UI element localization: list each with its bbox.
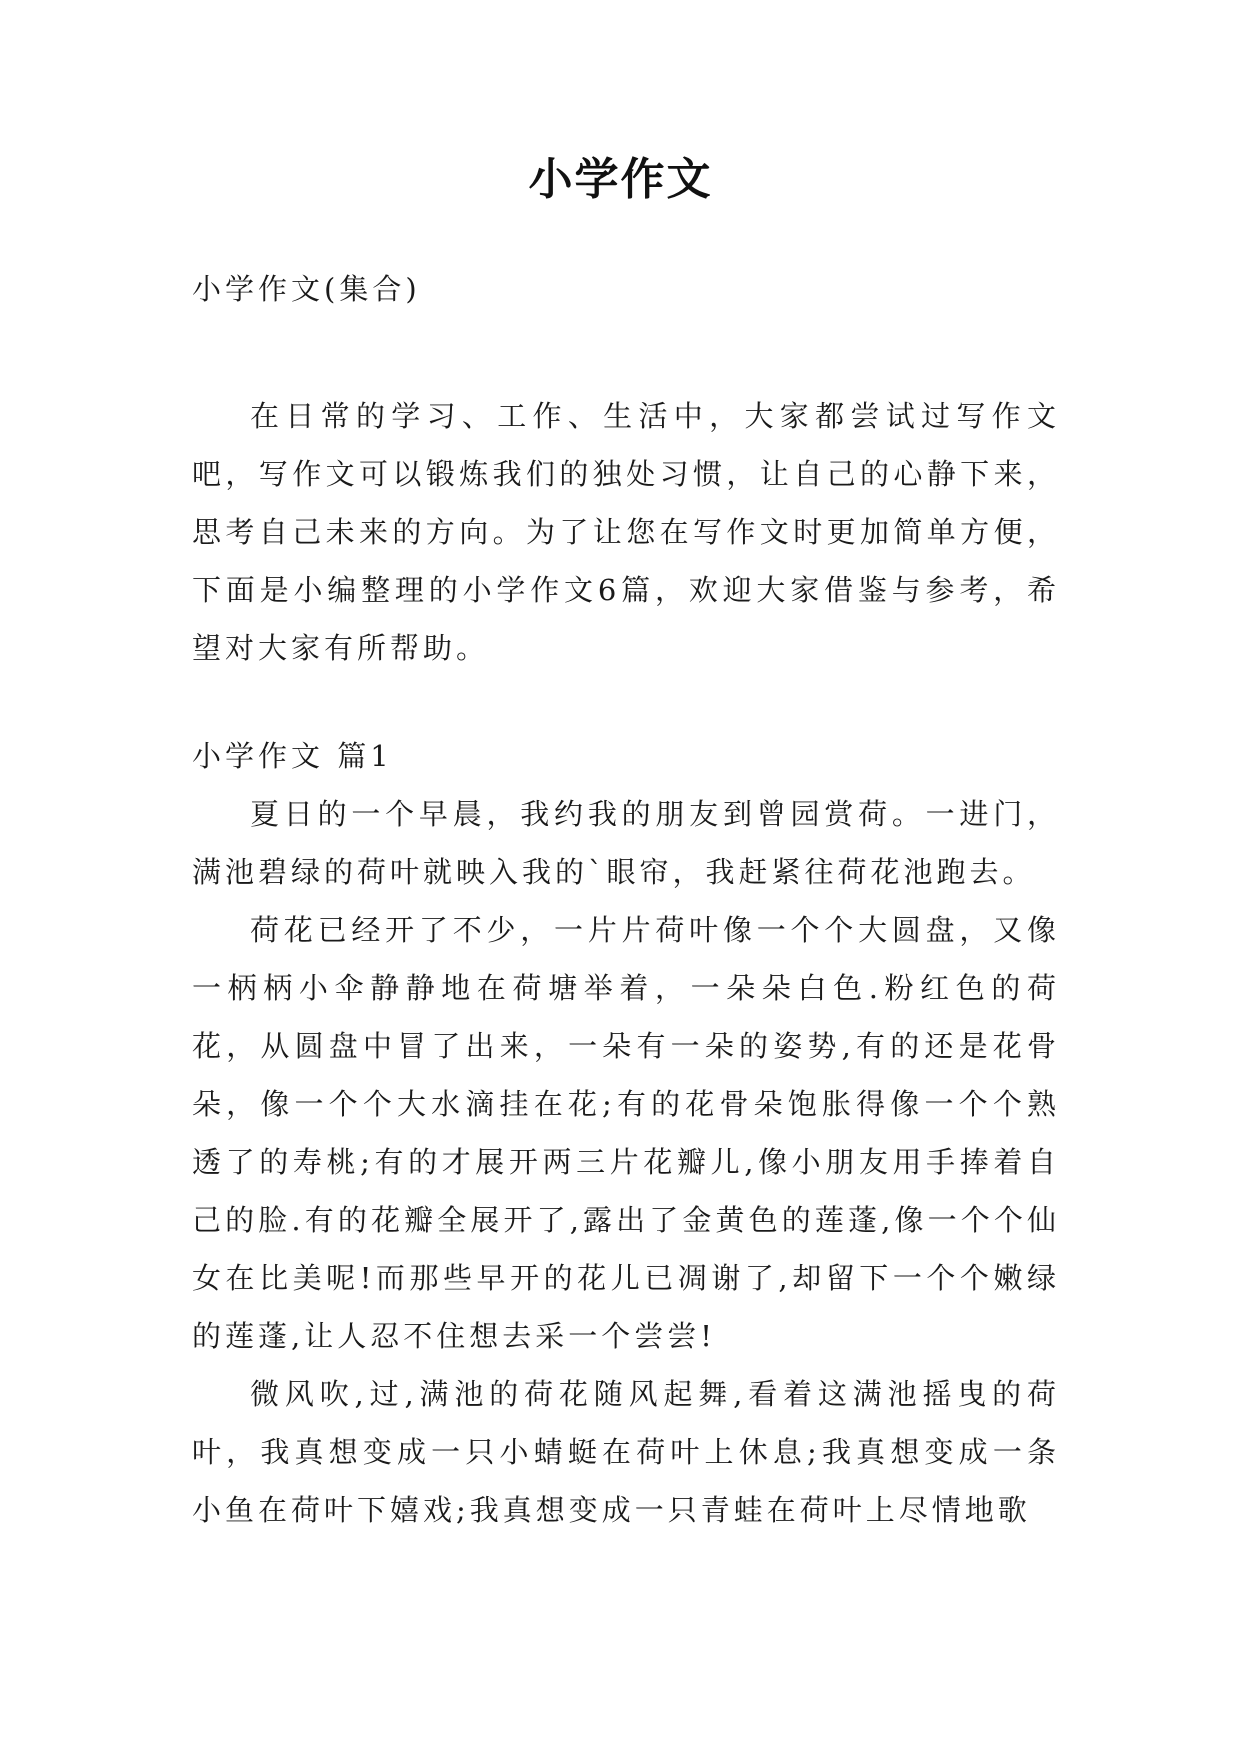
document-title: 小学作文 — [528, 154, 713, 205]
document-body — [192, 260, 1060, 1539]
body-paragraph: 微风吹,过,满池的荷花随风起舞,看着这满池摇曳的荷叶，我真想变成一只小蜻蜓在荷叶上休息;我真想变成一条小鱼在荷叶下嬉戏;我真想变成一只青蛙在荷叶上尽情地歌 — [192, 1377, 1060, 1527]
intro-paragraph: 在日常的学习、工作、生活中，大家都尝试过写作文吧，写作文可以锻炼我们的独处习惯，让自己的心静下来，思考自己未来的方向。为了让您在写作文时更加简单方便，下面是小编整理的小学作文6篇，欢迎大家借鉴与参考，希望对大家有所帮助。 — [192, 399, 1060, 665]
body-paragraph: 夏日的一个早晨，我约我的朋友到曾园赏荷。一进门，满池碧绿的荷叶就映入我的`眼帘，我赶紧往荷花池跑去。 — [192, 797, 1060, 889]
body-paragraph: 荷花已经开了不少，一片片荷叶像一个个大圆盘，又像一柄柄小伞静静地在荷塘举着，一朵朵白色.粉红色的荷花，从圆盘中冒了出来，一朵有一朵的姿势,有的还是花骨朵，像一个个大水滴挂在花;有的花骨朵饱胀得像一个个熟透了的寿桃;有的才展开两三片花瓣儿,像小朋友用手捧着自己的脸.有的花瓣全展开了,露出了金黄色的莲蓬,像一个个仙女在比美呢!而那些早开的花儿已凋谢了,却留下一个个嫩绿的莲蓬,让人忍不住想去采一个尝尝! — [192, 913, 1060, 1353]
document-subtitle: 小学作文(集合) — [192, 272, 421, 306]
section-heading: 小学作文 篇1 — [192, 739, 393, 773]
